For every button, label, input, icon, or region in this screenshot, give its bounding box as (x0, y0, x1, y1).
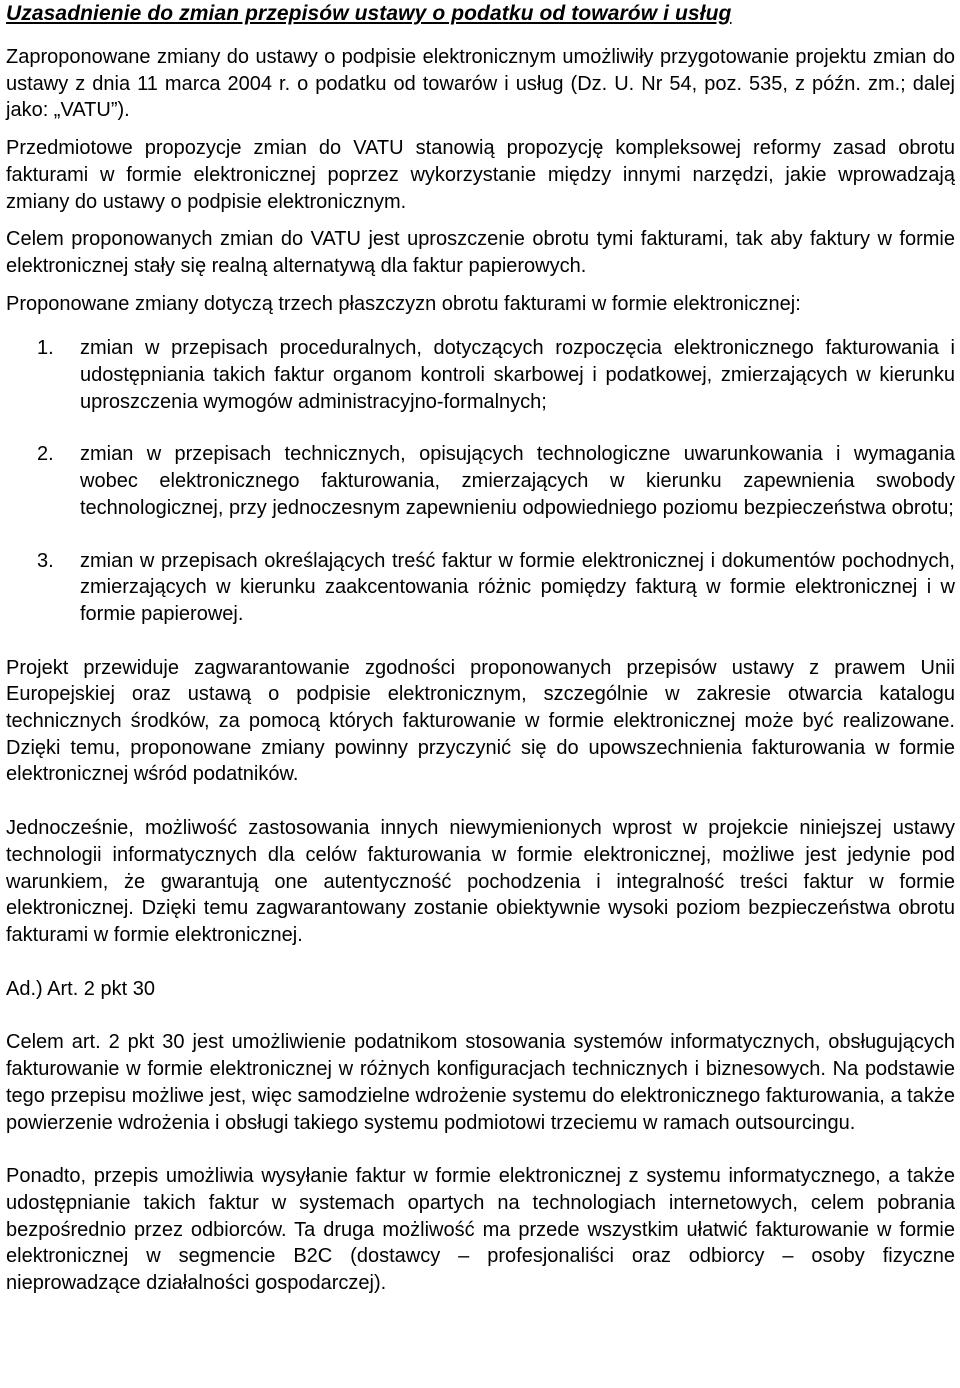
paragraph-goal: Celem proponowanych zmian do VATU jest uproszczenie obrotu tymi fakturami, tak aby faktury w formie elektronicznej stały się realną alternatywą dla faktur papierowych. (6, 228, 955, 277)
paragraph-reform: Przedmiotowe propozycje zmian do VATU stanowią propozycję kompleksowej reformy zasad obrotu fakturami w formie elektronicznej poprzez wykorzystanie między innymi narzędzi, jakie wprowadzają zmiany do ustawy o podpisie elektronicznym. (6, 137, 955, 213)
paragraph-planes: Proponowane zmiany dotyczą trzech płaszczyzn obrotu fakturami w formie elektronicznej: (6, 292, 801, 315)
list-item-text: zmian w przepisach technicznych, opisujących technologiczne uwarunkowania i wymagania wobec elektronicznego fakturowania, zmierzających w kierunku zapewnienia swobody technologicznej, przy jednoczesnym zapewnieniu odpowiedniego poziomu bezpieczeństwa obrotu; (80, 443, 955, 519)
document-title: Uzasadnienie do zmian przepisów ustawy o podatku od towarów i usług (6, 2, 732, 25)
list-item-number: 2. (37, 443, 54, 466)
list-item (6, 548, 955, 628)
list-item (6, 335, 955, 415)
paragraph-eu-compliance: Projekt przewiduje zagwarantowanie zgodności proponowanych przepisów ustawy z prawem Unii Europejskiej oraz ustawą o podpisie elektronicznym, szczególnie w zakresie otwarcia katalogu technicznych środków, za pomocą których fakturowanie w formie elektronicznej może być realizowane. Dzięki temu, proponowane zmiany powinny przyczynić się do upowszechnienia fakturowania w formie elektronicznej wśród podatników. (6, 656, 955, 786)
list-item (6, 441, 955, 521)
paragraph-sending-invoices: Ponadto, przepis umożliwia wysyłanie faktur w formie elektronicznej z systemu informatycznego, a także udostępnianie takich faktur w systemach opartych na technologiach internetowych, celem pobrania bezpośrednio przez odbiorców. Ta druga możliwość ma przede wszystkim ułatwić fakturowanie w formie elektronicznej w segmencie B2C (dostawcy – profesjonaliści oraz odbiorcy – osoby fizyczne nieprowadzące działalności gospodarczej). (6, 1165, 955, 1295)
list-item-number: 1. (37, 337, 54, 360)
section-heading-art-2-pkt-30: Ad.) Art. 2 pkt 30 (6, 977, 155, 1000)
list-item-number: 3. (37, 549, 54, 572)
list-item-text: zmian w przepisach określających treść faktur w formie elektronicznej i dokumentów pochodnych, zmierzających w kierunku zaakcentowania różnic pomiędzy fakturą w formie elektronicznej i w formie papierowej. (80, 549, 955, 625)
paragraph-intro: Zaproponowane zmiany do ustawy o podpisie elektronicznym umożliwiły przygotowanie projektu zmian do ustawy z dnia 11 marca 2004 r. o podatku od towarów i usług (Dz. U. Nr 54, poz. 535, z późn. zm.; dalej jako: „VATU”). (6, 46, 955, 122)
list-item-text: zmian w przepisach proceduralnych, dotyczących rozpoczęcia elektronicznego fakturowania i udostępniania takich faktur organom kontroli skarbowej i podatkowej, zmierzających w kierunku uproszczenia wymogów administracyjno-formalnych; (80, 337, 955, 413)
paragraph-other-technologies: Jednocześnie, możliwość zastosowania innych niewymienionych wprost w projekcie niniejszej ustawy technologii informatycznych dla celów fakturowania w formie elektronicznej, możliwe jest jedynie pod warunkiem, że gwarantują one autentyczność pochodzenia i integralność treści faktur w formie elektronicznej. Dzięki temu zagwarantowany zostanie obiektywnie wysoki poziom bezpieczeństwa obrotu fakturami w formie elektronicznej. (6, 817, 955, 946)
paragraph-art-2-purpose: Celem art. 2 pkt 30 jest umożliwienie podatnikom stosowania systemów informatycznych, obsługujących fakturowanie w formie elektronicznej w różnych konfiguracjach technicznych i biznesowych. Na podstawie tego przepisu możliwe jest, więc samodzielne wdrożenie systemu do elektronicznego fakturowania, a także powierzenie wdrożenia i obsługi takiego systemu podmiotowi trzeciemu w ramach outsourcingu. (6, 1031, 955, 1134)
planes-list (6, 335, 955, 627)
